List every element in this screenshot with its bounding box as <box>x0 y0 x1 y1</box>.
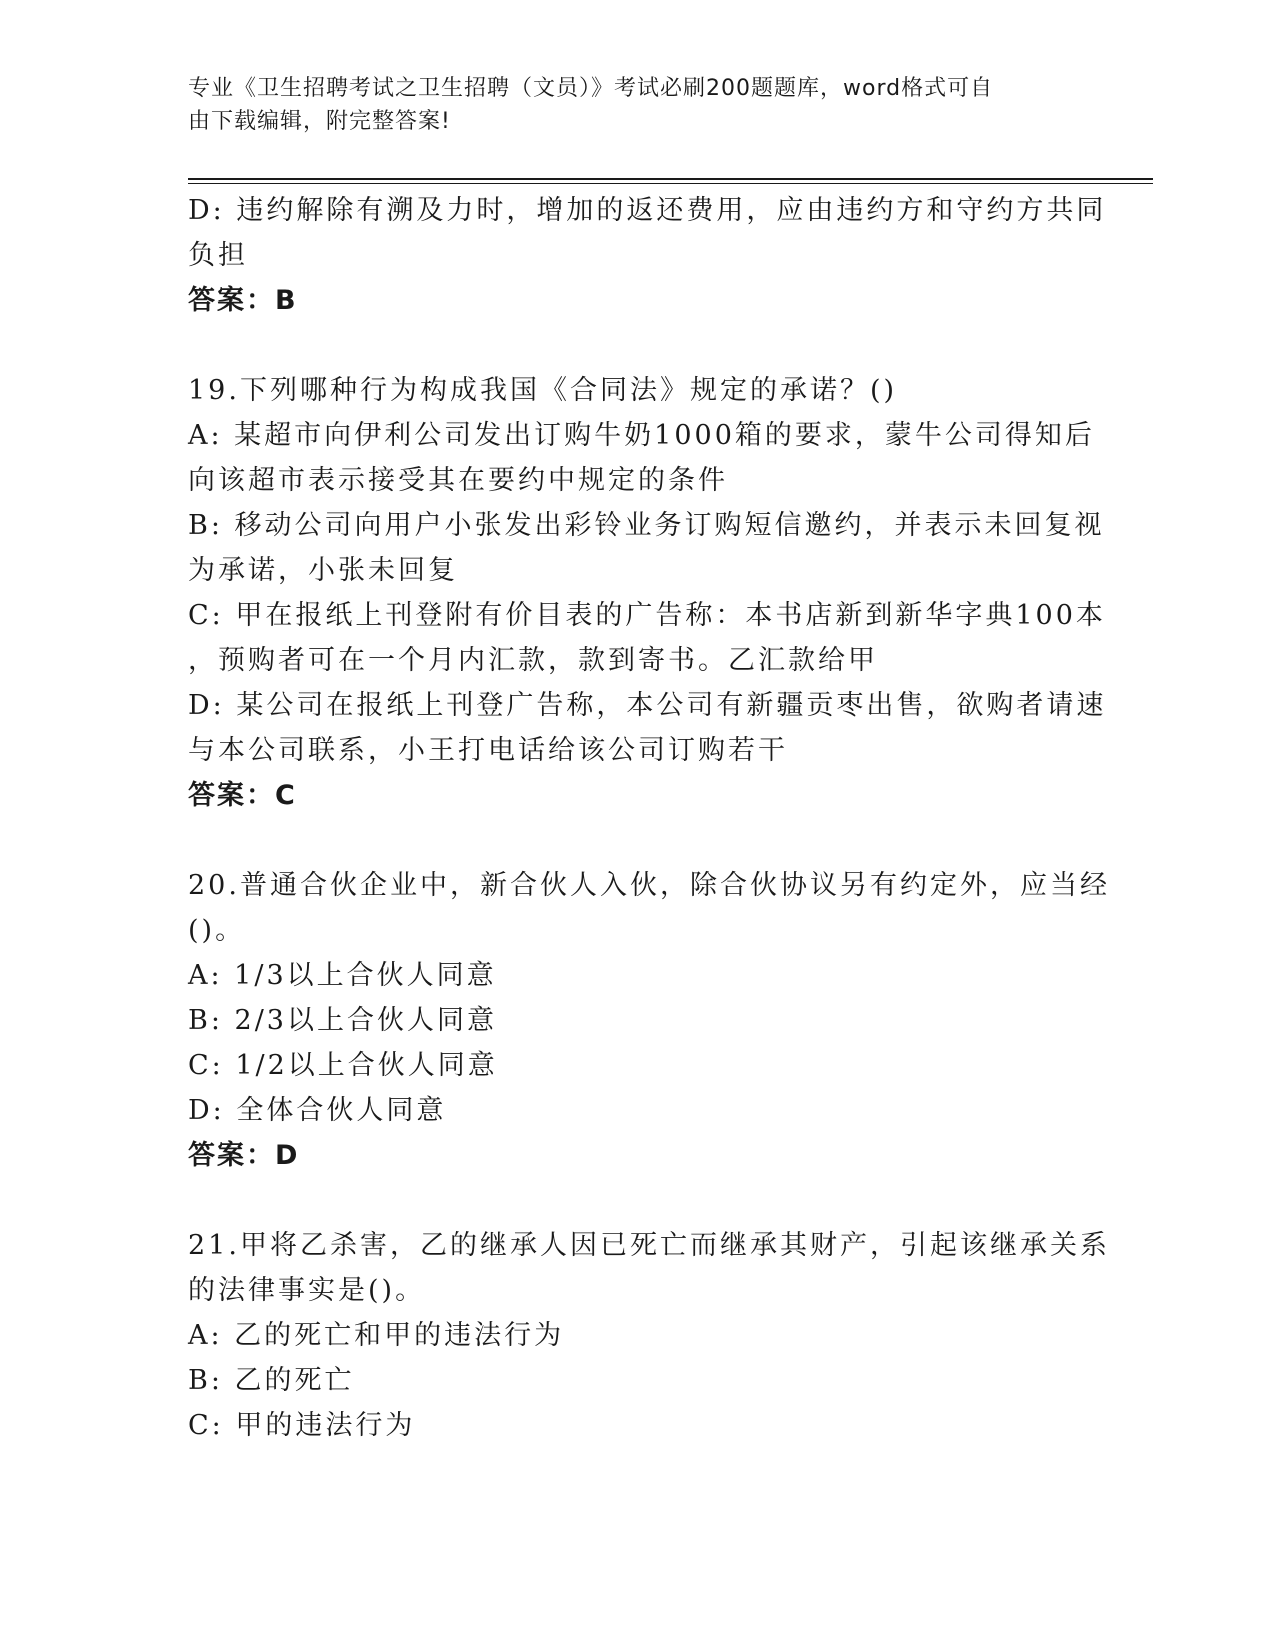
question-20 <box>188 863 1110 1178</box>
option-c: C: 甲在报纸上刊登附有价目表的广告称：本书店新到新华字典100本 <box>188 600 1106 631</box>
document-header <box>188 72 1088 138</box>
option-d: D: 全体合伙人同意 <box>188 1095 447 1126</box>
question-21 <box>188 1223 1110 1448</box>
question-18-fragment <box>188 188 1107 323</box>
header-divider-thin <box>188 183 1153 184</box>
question-19 <box>188 368 1107 818</box>
answer-label: 答案：D <box>188 1140 300 1171</box>
question-stem: 的法律事实是()。 <box>188 1275 426 1306</box>
question-stem: ()。 <box>188 915 246 946</box>
option-a: A: 乙的死亡和甲的违法行为 <box>188 1320 565 1351</box>
question-stem: 19.下列哪种行为构成我国《合同法》规定的承诺？() <box>188 375 898 406</box>
option-a: 向该超市表示接受其在要约中规定的条件 <box>188 465 728 496</box>
option-c: C: 1/2以上合伙人同意 <box>188 1050 498 1081</box>
question-stem: 20.普通合伙企业中，新合伙人入伙，除合伙协议另有约定外，应当经 <box>188 870 1110 901</box>
option-a: A: 某超市向伊利公司发出订购牛奶1000箱的要求，蒙牛公司得知后 <box>188 420 1095 451</box>
option-c: ，预购者可在一个月内汇款，款到寄书。乙汇款给甲 <box>188 645 878 676</box>
option-b: B: 2/3以上合伙人同意 <box>188 1005 497 1036</box>
spacer <box>188 1178 1083 1223</box>
header-divider <box>188 178 1153 180</box>
option-b: 为承诺，小张未回复 <box>188 555 458 586</box>
spacer <box>188 818 1083 863</box>
question-stem: 21.甲将乙杀害，乙的继承人因已死亡而继承其财产，引起该继承关系 <box>188 1230 1110 1261</box>
option-d: D: 某公司在报纸上刊登广告称，本公司有新疆贡枣出售，欲购者请速 <box>188 690 1107 721</box>
header-line-1: 专业《卫生招聘考试之卫生招聘（文员）》考试必刷200题题库，word格式可自 <box>188 76 994 101</box>
option-d: 与本公司联系，小王打电话给该公司订购若干 <box>188 735 788 766</box>
header-line-2: 由下载编辑，附完整答案! <box>188 109 451 134</box>
answer-label: 答案：B <box>188 285 298 316</box>
document-body <box>188 188 1110 1448</box>
option-b: B: 移动公司向用户小张发出彩铃业务订购短信邀约，并表示未回复视 <box>188 510 1105 541</box>
answer-label: 答案：C <box>188 780 297 811</box>
option-a: A: 1/3以上合伙人同意 <box>188 960 497 991</box>
option-c: C: 甲的违法行为 <box>188 1410 416 1441</box>
spacer <box>188 323 1083 368</box>
option-d-line: 负担 <box>188 240 248 271</box>
option-b: B: 乙的死亡 <box>188 1365 355 1396</box>
option-d-line: D: 违约解除有溯及力时，增加的返还费用，应由违约方和守约方共同 <box>188 195 1107 226</box>
